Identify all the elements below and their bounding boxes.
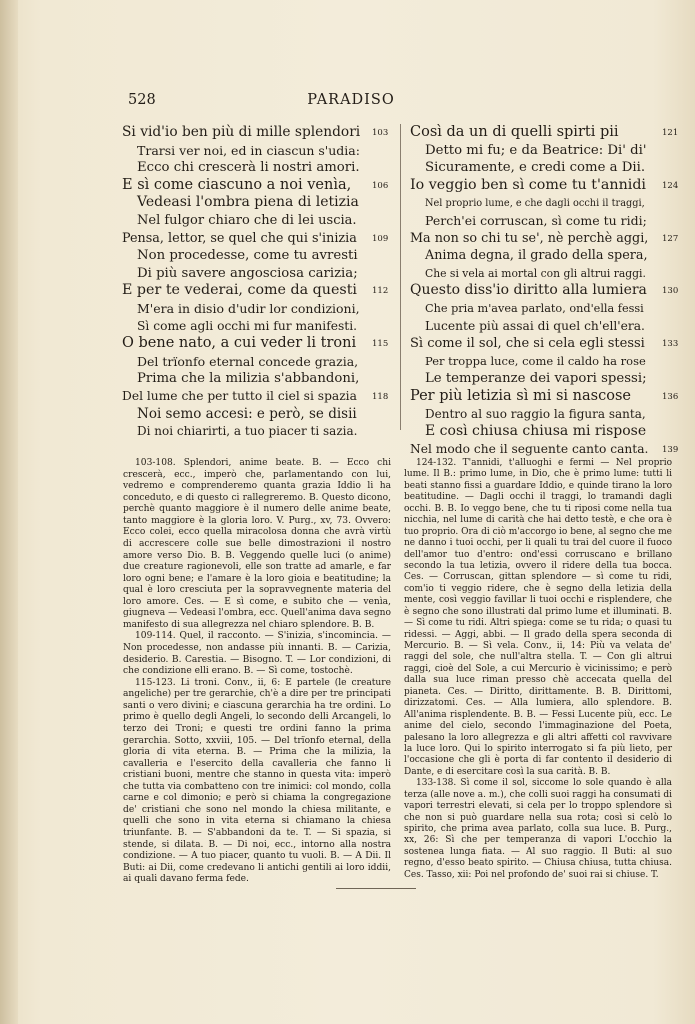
verse-line [410,388,680,406]
verse-line [122,300,392,318]
verse-line [122,335,392,353]
verse-number: 136 [662,391,679,402]
verse-text: Per troppa luce, come il caldo ha rose [425,353,646,368]
verse-text: Vedeasi l'ombra piena di letizia [137,194,359,211]
verse-text: Sì come agli occhi mi fur manifesti. [137,318,358,333]
verse-line [122,265,392,283]
verse-number: 133 [662,339,679,350]
verse-text: O bene nato, a cui veder li troni [122,335,357,352]
verse-text: Non procedesse, come tu avresti [137,248,358,264]
verse-text: Anima degna, il grado della spera, [425,248,648,264]
verse-line [122,142,392,160]
verse-text: Perch'ei corruscan, sì come tu ridi; [425,212,647,228]
verse-column-left [122,124,392,441]
verse-text: E così chiusa chiusa mi rispose [425,423,647,440]
verse-number: 124 [662,180,679,191]
commentary-column-left [123,458,391,886]
verse-line [410,194,680,212]
verse-text: Di noi chiarirti, a tuo piacer ti sazia. [137,424,358,439]
verse-line [410,282,680,300]
verse-number: 106 [372,180,389,191]
verse-text: Questo diss'io diritto alla lumiera [410,282,647,299]
verse-line [122,124,392,142]
verse-line [410,212,680,230]
verse-text: M'era in disio d'udir lor condizioni, [137,300,360,316]
column-separator [400,124,401,430]
verse-line [410,142,680,160]
commentary-paragraph: 109-114. Quel, il racconto. — S'inizia, s'incomincia. — Non procedesse, non andasse più innanti. B. — Carizia, desiderio. B. Carestia. — Bisogno. T. — Lor condizioni, di che condizione elli erano. B. — Sì come, tostochè. [123,631,391,677]
verse-text: Che si vela ai mortal con gli altrui raggi. [425,266,646,280]
verse-column-right [410,124,680,458]
verse-text: Pensa, lettor, se quel che qui s'inizia [122,230,357,246]
verse-line [410,406,680,424]
page-number: 528 [128,92,156,108]
verse-line [122,318,392,336]
verse-line [410,441,680,459]
verse-text: Nel fulgor chiaro che di lei uscia. [137,212,357,228]
commentary-paragraph: 133-138. Sì come il sol, siccome lo sole quando è alla terza (alle nove a. m.), che colli suoi raggi ha consumati di vapori terrestri elevati, si cela per lo troppo splendore sì che non si può guardare nella sua rota; così si celò lo spirito, che prima avea parlato, colla sua luce. B. Purg., xx, 26: Sì che per temperanza di vapori L'occhio la sostenea lunga fiata. — Al suo raggio. Il Buti: al suo regno, d'esso beato spirito. — Chiusa chiusa, tutta chiusa. Ces. Tasso, xii: Poi nel profondo de' suoi rai si chiuse. T. [404,778,672,880]
verse-line [122,177,392,195]
running-header [128,92,574,112]
verse-line [122,423,392,441]
verse-text: Che pria m'avea parlato, ond'ella fessi [425,301,644,315]
verse-line [410,300,680,318]
verse-line [410,159,680,177]
verse-line [410,177,680,195]
verse-number: 109 [372,233,389,244]
verse-text: Trarsi ver noi, ed in ciascun s'udia: [137,142,360,158]
verse-number: 115 [372,339,389,350]
verse-line [122,370,392,388]
footer-rule [336,888,416,889]
verse-text: Detto mi fu; e da Beatrice: Di' di' [425,142,647,158]
verse-text: Così da un di quelli spirti pii [410,124,619,140]
verse-text: Sì come il sol, che si cela egli stessi [410,336,645,352]
page-title: PARADISO [307,92,395,108]
verse-number: 118 [372,391,389,402]
commentary-column-right [404,458,672,881]
verse-text: Si vid'io ben più di mille splendori [122,124,361,140]
verse-line [410,353,680,371]
commentary-paragraph: 115-123. Li troni. Conv., ii, 6: E partele (le creature angeliche) per tre gerarchie, ch'è a dire per tre principati santi o vero divini; e ciascuna gerarchia ha tre ordini. Lo primo è quello degli Angeli, lo secondo delli Arcangeli, lo terzo dei Troni; e questi tre ordini fanno la prima gerarchia. Sotto, xxviii, 105. — Del trïonfo eternal, della gloria di vita eterna. B. — Prima che la milizia, la cavalleria e l'esercito della cavalleria che fanno li cristiani buoni, mentre che stanno in questa vita: imperò che tutta via combatteno con tre inimici: col mondo, colla carne e col dimonio; e però si chiama la congregazione de' cristiani che sono nel mondo la chiesa militante, e quelli che sono in vita eterna si chiamano la chiesa triunfante. B. — S'abbandoni da te. T. — Si spazia, si stende, si dilata. B. — Di noi, ecc., intorno alla nostra condizione. — A tuo piacer, quanto tu vuoli. B. — A Dii. Il Buti: ai Dii, come credevano li antichi gentili ai loro iddii, ai quali davano ferma fede. [123,677,391,885]
verse-text: Per più letizia sì mi si nascose [410,387,631,404]
verse-text: Noi semo accesi: e però, se disii [137,405,357,422]
verse-line [410,265,680,283]
verse-line [410,318,680,336]
verse-text: Ecco chi crescerà li nostri amori. [137,160,360,176]
verse-line [410,423,680,441]
verse-text: Io veggio ben sì come tu t'annidi [410,176,646,193]
verse-text: Lucente più assai di quel ch'ell'era. [425,318,645,333]
verse-text: Del trïonfo eternal concede grazia, [137,353,359,369]
verse-text: Del lume che per tutto il ciel si spazia [122,388,357,403]
verse-line [122,230,392,248]
verse-line [122,159,392,177]
verse-line [122,406,392,424]
verse-text: Nel proprio lume, e che dagli occhi il traggi, [425,198,645,210]
verse-line [122,212,392,230]
commentary-paragraph: 103-108. Splendori, anime beate. B. — Ecco chi crescerà, ecc., imperò che, parlamentando con lui, vedremo e comprenderemo quanta grazia Iddio li ha conceduto, e di questo ci rallegreremo. B. Questo dicono, perchè quanto maggiore è il numero delle anime beate, tanto maggiore è la gloria loro. V. Purg., xv, 73. Ovvero: Ecco colei, ecco quella miracolosa donna che avrà virtù di accrescere colle sue belle dimostrazioni il nostro amore verso Dio. B. B. Veggendo quelle luci (o anime) due creature ragionevoli, elle son tratte ad amarle, e far loro ogni bene; e l'amare è la loro gioia e beatitudine; la qual è loro cresciuta per la sopravvegnente materia del loro amore. Ces. — E sì come, e subito che — venìa, giugneva — Vedeasi l'ombra, ecc. Quell'anima dava segno manifesto di sua allegrezza nel chiaro splendore. B. B. [123,458,391,630]
verse-number: 112 [372,286,389,297]
page-gutter [0,0,18,1024]
verse-line [410,370,680,388]
verse-text: Di più savere angosciosa carizia; [137,265,358,281]
verse-line [410,230,680,248]
verse-number: 139 [662,444,679,455]
verse-line [122,247,392,265]
verse-line [122,194,392,212]
verse-line [122,388,392,406]
verse-text: Dentro al suo raggio la figura santa, [425,406,646,421]
verse-text: E sì come ciascuno a noi venìa, [122,176,352,193]
verse-number: 121 [662,128,679,138]
verse-text: Prima che la milizia s'abbandoni, [137,371,360,387]
verse-number: 130 [662,286,679,297]
verse-line [122,282,392,300]
verse-text: Nel modo che il seguente canto canta. [410,441,649,456]
verse-text: Sicuramente, e credi come a Dii. [425,160,646,176]
verse-text: E per te vederai, come da questi [122,282,357,299]
verse-line [122,353,392,371]
verse-text: Le temperanze dei vapori spessi; [425,371,647,387]
verse-number: 103 [372,128,389,138]
verse-text: Ma non so chi tu se', nè perchè aggi, [410,230,649,246]
verse-number: 127 [662,233,679,244]
verse-line [410,124,680,142]
commentary-paragraph: 124-132. T'annidi, t'alluoghi e fermi — Nel proprio lume. Il B.: primo lume, in Dio, che è primo lume: tutti li beati stanno fissi a guardare Iddio, e quinde tirano la loro beatitudine. — Dagli occhi il traggi, lo tramandi dagli occhi. B. B. Io veggo bene, che tu ti riposi come nella tua nicchia, nel lume di carità che hai detto testè, e che ora è tuo proprio. Ora di ciò m'accorgo io bene, al segno che me ne danno i tuoi occhi, per li quali tu trai del cuore il fuoco dell'amor tuo d'entro: ond'essi corruscano e brillano secondo la tua letizia, ovvero il ridere della tua bocca. Ces. — Corruscan, gittan splendore — sì come tu ridi, com'io ti veggio ridere, che è segno della letizia della mente, così veggio favillar li tuoi occhi e risplendere, che è segno che sono illustrati dal primo lume et illuminati. B. — Sì come tu ridi. Altri spiega: come se tu rida; o quasi tu ridessi. — Aggi, abbi. — Il grado della spera seconda di Mercurio. B. — Sì vela. Conv., ii, 14: Più va velata de' raggi del sole, che null'altra stella. T. — Con gli altrui raggi, cioè del Sole, a cui Mercurio è vicinissimo; e però dalla sua luce riman presso chè accecata quella del pianeta. Ces. — Diritto, dirittamente. B. B. Dirittomi, dirizzatomi. Ces. — Alla lumiera, allo splendore. B. All'anima risplendente. B. B. — Fessi Lucente più, ecc. Le anime del cielo, secondo l'immaginazione del Poeta, palesano la loro allegrezza e gli altri affetti col ravvivare la luce loro. Qui lo spirito interrogato si fa più lieto, per l'occasione che gli è porta di far contento il desiderio di Dante, e di esercitare così la sua carità. B. B. [404,458,672,777]
verse-line [410,247,680,265]
verse-line [410,335,680,353]
